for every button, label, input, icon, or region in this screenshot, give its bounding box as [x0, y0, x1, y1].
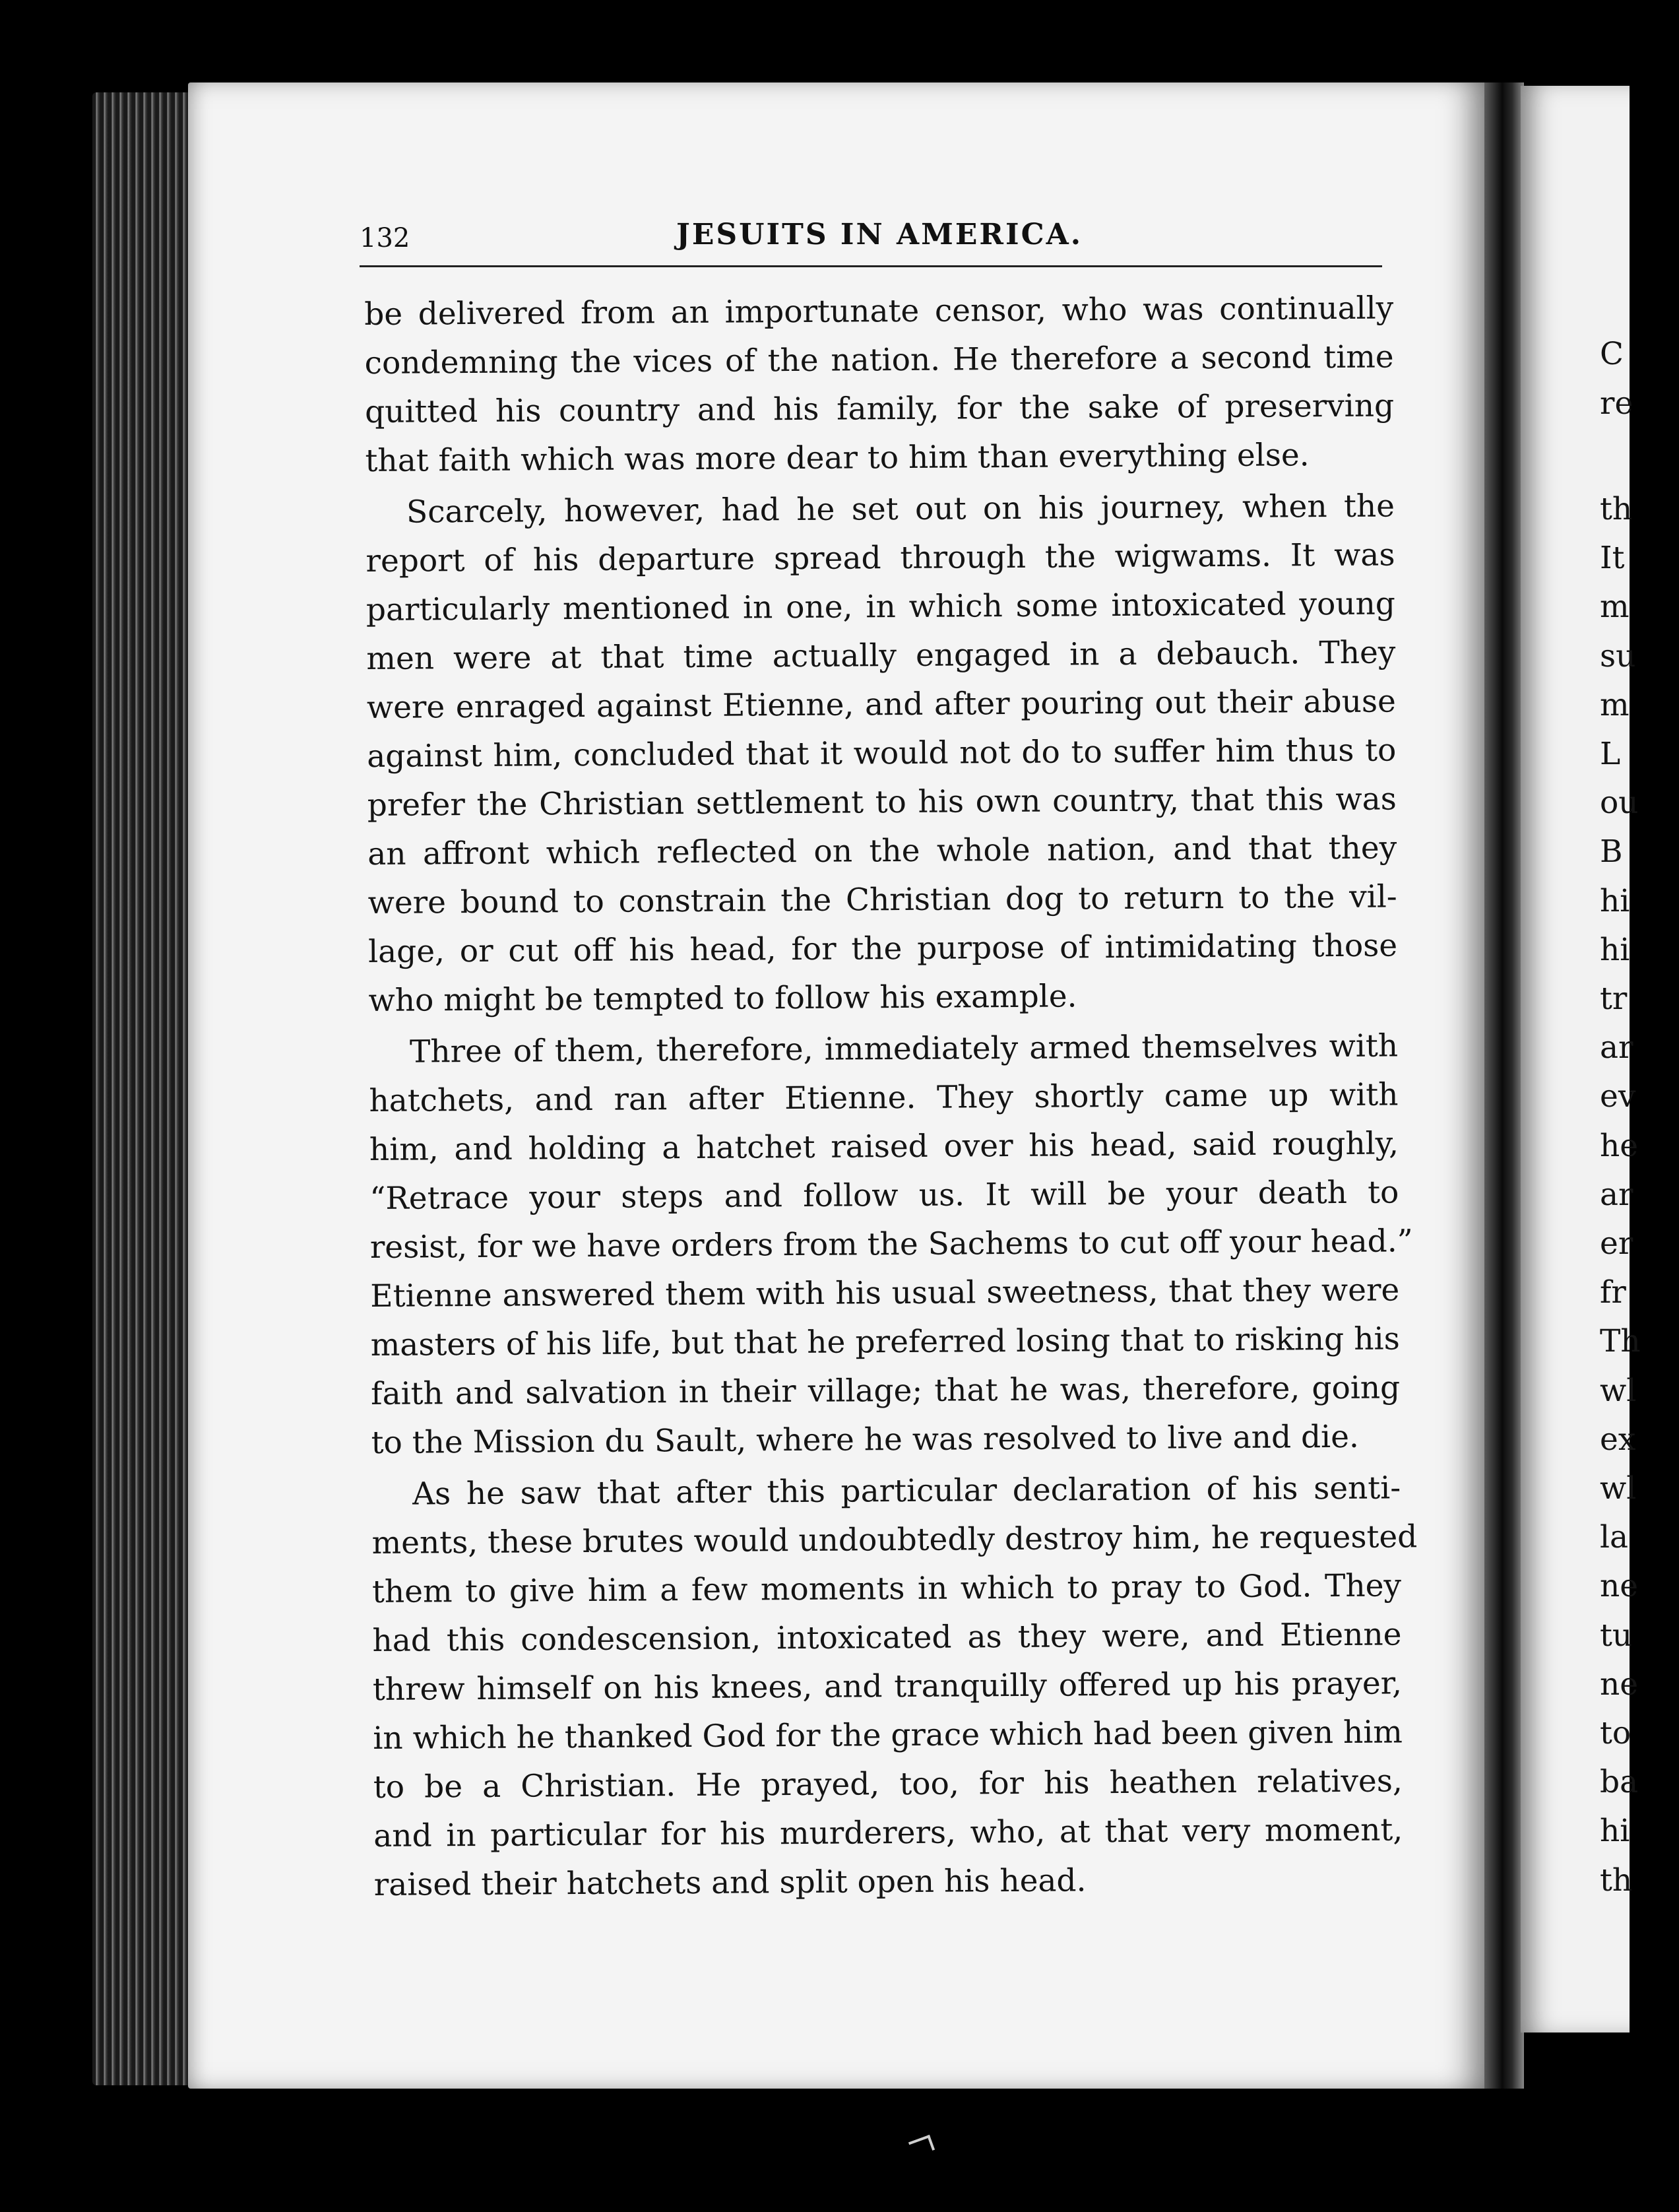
- page-header: [360, 218, 1382, 264]
- text-line: threw himself on his knees, and tranquilly offered up his prayer,: [372, 1665, 1403, 1708]
- text-line: raised their hatchets and split open his head.: [373, 1862, 1087, 1903]
- right-page-fragment: ou: [1600, 785, 1639, 822]
- right-page-fragment: tu: [1600, 1617, 1633, 1654]
- paragraph: [369, 1022, 1413, 1468]
- text-line: Three of them, therefore, immediately armed themselves with: [409, 1027, 1399, 1070]
- right-page-fragment: la: [1600, 1519, 1629, 1556]
- right-page-fragment: L: [1600, 736, 1621, 772]
- text-line: particularly mentioned in one, in which some intoxicated young: [365, 585, 1396, 628]
- text-line: to the Mission du Sault, where he was resolved to live and die.: [371, 1418, 1360, 1461]
- right-page-fragment: ex: [1600, 1421, 1636, 1458]
- text-line: who might be tempted to follow his example.: [368, 978, 1077, 1019]
- right-page-fragment: ar: [1600, 1029, 1633, 1066]
- right-page-fragment: tr: [1600, 981, 1628, 1017]
- book-gutter: [1484, 82, 1524, 2089]
- text-line: him, and holding a hatchet raised over his head, said roughly,: [369, 1125, 1399, 1168]
- right-page-fragment: ar: [1600, 1176, 1633, 1213]
- right-page-fragment: to: [1600, 1715, 1631, 1751]
- text-line: masters of his life, but that he preferred losing that to risking his: [370, 1320, 1400, 1363]
- right-page-fragment: wl: [1600, 1470, 1637, 1507]
- right-page-fragment: hi: [1600, 931, 1630, 968]
- text-line: had this condescension, intoxicated as they were, and Etienne: [372, 1616, 1402, 1659]
- paragraph: [371, 1464, 1418, 1910]
- right-page-fragment: su: [1600, 637, 1636, 674]
- right-page-fragment: ne: [1600, 1666, 1639, 1703]
- right-page-fragment: hi: [1600, 1813, 1630, 1850]
- text-line: and in particular for his murderers, who, at that very moment,: [373, 1811, 1403, 1854]
- right-page-fragment: B: [1600, 833, 1623, 870]
- text-line: an affront which reflected on the whole nation, and that they: [367, 830, 1397, 872]
- right-page-fragment: re: [1600, 385, 1633, 422]
- text-line: Etienne answered them with his usual sweetness, that they were: [370, 1272, 1400, 1315]
- text-line: quitted his country and his family, for the sake of preserving: [364, 387, 1395, 430]
- text-line: Scarcely, however, had he set out on his journey, when the: [406, 488, 1395, 531]
- text-line: that faith which was more dear to him than everything else.: [365, 437, 1310, 479]
- right-page-fragment: ba: [1600, 1764, 1639, 1801]
- running-title: JESUITS IN AMERICA.: [676, 218, 1083, 251]
- paragraph: [365, 482, 1398, 1025]
- text-line: report of his departure spread through the wigwams. It was: [365, 537, 1395, 579]
- text-line: “Retrace your steps and follow us. It will be your death to: [369, 1174, 1399, 1217]
- text-line: against him, concluded that it would not do to suffer him thus to: [367, 732, 1397, 775]
- text-line: were bound to constrain the Christian dog to return to the vil-: [367, 878, 1397, 921]
- page-mark: [908, 2135, 935, 2157]
- right-page-fragment: ne: [1600, 1568, 1639, 1605]
- text-line: were enraged against Etienne, and after pouring out their abuse: [366, 683, 1397, 726]
- right-page-fragment: he: [1600, 1127, 1639, 1164]
- right-page-fragment: fr: [1600, 1274, 1626, 1311]
- right-page-fragment: th: [1600, 491, 1633, 527]
- right-page-fragment: hi: [1600, 882, 1630, 919]
- text-line: lage, or cut off his head, for the purpose of intimidating those: [367, 927, 1398, 970]
- right-page-fragment: It: [1600, 540, 1625, 577]
- right-page-fragment: ev: [1600, 1078, 1636, 1115]
- text-line: hatchets, and ran after Etienne. They shortly came up with: [369, 1076, 1399, 1119]
- right-page-fragment: th: [1600, 1862, 1633, 1899]
- text-line: faith and salvation in their village; that he was, therefore, going: [371, 1369, 1401, 1412]
- right-page-fragment: er: [1600, 1225, 1633, 1262]
- header-rule: [360, 265, 1382, 267]
- text-line: them to give him a few moments in which to pray to God. They: [371, 1567, 1402, 1610]
- text-line: prefer the Christian settlement to his own country, that this was: [367, 781, 1397, 824]
- text-line: condemning the vices of the nation. He therefore a second time: [364, 339, 1394, 381]
- right-page-fragment: C: [1600, 336, 1624, 372]
- text-line: men were at that time actually engaged in a debauch. They: [366, 634, 1396, 677]
- book-page-edges: [92, 92, 191, 2085]
- right-page-fragment: m: [1600, 686, 1630, 723]
- text-line: resist, for we have orders from the Sachems to cut off your head.”: [369, 1223, 1413, 1266]
- text-line: in which he thanked God for the grace which had been given him: [373, 1714, 1403, 1757]
- text-line: be delivered from an importunate censor, who was continually: [364, 290, 1394, 333]
- text-line: ments, these brutes would undoubtedly destroy him, he requested: [371, 1518, 1418, 1561]
- text-line: to be a Christian. He prayed, too, for his heathen relatives,: [373, 1763, 1403, 1805]
- body-text: [364, 284, 1418, 1912]
- right-page-fragment: Th: [1600, 1323, 1641, 1360]
- text-line: As he saw that after this particular declaration of his senti-: [412, 1470, 1401, 1513]
- right-page-fragment: wl: [1600, 1372, 1637, 1409]
- right-page-fragment: m: [1600, 589, 1630, 626]
- page-number: 132: [360, 223, 410, 253]
- paragraph: [364, 284, 1395, 486]
